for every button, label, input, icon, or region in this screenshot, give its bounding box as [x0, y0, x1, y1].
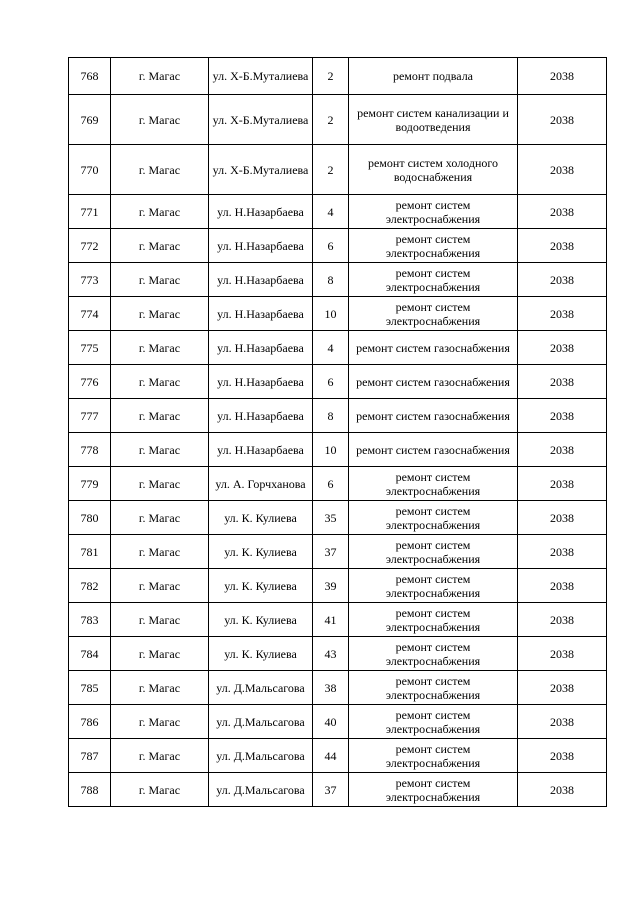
cell-city: г. Магас: [111, 365, 209, 399]
cell-street: ул. Н.Назарбаева: [209, 263, 313, 297]
cell-house-number: 8: [313, 263, 349, 297]
table-row: [69, 569, 607, 603]
cell-city: г. Магас: [111, 467, 209, 501]
cell-number: 776: [69, 365, 111, 399]
table-row: [69, 331, 607, 365]
cell-work-type: ремонт систем газоснабжения: [349, 331, 518, 365]
cell-city: г. Магас: [111, 603, 209, 637]
cell-number: 780: [69, 501, 111, 535]
cell-street: ул. Д.Мальсагова: [209, 705, 313, 739]
cell-work-type: ремонт систем электроснабжения: [349, 739, 518, 773]
cell-number: 785: [69, 671, 111, 705]
cell-city: г. Магас: [111, 145, 209, 195]
cell-year: 2038: [518, 95, 607, 145]
cell-work-type: ремонт систем электроснабжения: [349, 603, 518, 637]
cell-street: ул. Д.Мальсагова: [209, 671, 313, 705]
cell-year: 2038: [518, 297, 607, 331]
cell-city: г. Магас: [111, 433, 209, 467]
cell-house-number: 6: [313, 365, 349, 399]
table-row: [69, 58, 607, 95]
cell-year: 2038: [518, 773, 607, 807]
cell-work-type: ремонт систем электроснабжения: [349, 671, 518, 705]
cell-number: 783: [69, 603, 111, 637]
cell-number: 779: [69, 467, 111, 501]
cell-number: 786: [69, 705, 111, 739]
cell-city: г. Магас: [111, 95, 209, 145]
cell-number: 777: [69, 399, 111, 433]
table-row: [69, 773, 607, 807]
cell-house-number: 8: [313, 399, 349, 433]
cell-year: 2038: [518, 195, 607, 229]
table-row: [69, 671, 607, 705]
cell-street: ул. Н.Назарбаева: [209, 433, 313, 467]
cell-house-number: 44: [313, 739, 349, 773]
cell-street: ул. Н.Назарбаева: [209, 297, 313, 331]
cell-city: г. Магас: [111, 399, 209, 433]
cell-number: 787: [69, 739, 111, 773]
cell-house-number: 10: [313, 433, 349, 467]
cell-number: 772: [69, 229, 111, 263]
cell-street: ул. К. Кулиева: [209, 569, 313, 603]
cell-street: ул. Д.Мальсагова: [209, 773, 313, 807]
cell-work-type: ремонт систем электроснабжения: [349, 195, 518, 229]
cell-year: 2038: [518, 58, 607, 95]
cell-street: ул. Х-Б.Муталиева: [209, 95, 313, 145]
table-row: [69, 501, 607, 535]
cell-city: г. Магас: [111, 297, 209, 331]
repair-schedule-table: [68, 57, 607, 807]
cell-work-type: ремонт систем канализации и водоотведения: [349, 95, 518, 145]
table-row: [69, 467, 607, 501]
cell-city: г. Магас: [111, 501, 209, 535]
cell-house-number: 38: [313, 671, 349, 705]
cell-street: ул. Н.Назарбаева: [209, 365, 313, 399]
cell-house-number: 35: [313, 501, 349, 535]
cell-number: 770: [69, 145, 111, 195]
cell-street: ул. К. Кулиева: [209, 535, 313, 569]
cell-house-number: 6: [313, 467, 349, 501]
cell-street: ул. К. Кулиева: [209, 603, 313, 637]
cell-street: ул. А. Горчханова: [209, 467, 313, 501]
cell-year: 2038: [518, 263, 607, 297]
cell-city: г. Магас: [111, 195, 209, 229]
cell-house-number: 37: [313, 535, 349, 569]
cell-number: 778: [69, 433, 111, 467]
cell-street: ул. Н.Назарбаева: [209, 229, 313, 263]
cell-work-type: ремонт систем электроснабжения: [349, 773, 518, 807]
cell-number: 771: [69, 195, 111, 229]
table-row: [69, 535, 607, 569]
cell-city: г. Магас: [111, 671, 209, 705]
cell-work-type: ремонт систем электроснабжения: [349, 467, 518, 501]
cell-house-number: 40: [313, 705, 349, 739]
cell-number: 781: [69, 535, 111, 569]
cell-year: 2038: [518, 331, 607, 365]
cell-house-number: 39: [313, 569, 349, 603]
cell-year: 2038: [518, 569, 607, 603]
table-row: [69, 95, 607, 145]
cell-year: 2038: [518, 705, 607, 739]
cell-year: 2038: [518, 739, 607, 773]
table-row: [69, 705, 607, 739]
table-row: [69, 145, 607, 195]
cell-work-type: ремонт систем газоснабжения: [349, 433, 518, 467]
cell-city: г. Магас: [111, 229, 209, 263]
cell-work-type: ремонт систем электроснабжения: [349, 705, 518, 739]
cell-house-number: 6: [313, 229, 349, 263]
cell-house-number: 2: [313, 145, 349, 195]
cell-work-type: ремонт систем газоснабжения: [349, 399, 518, 433]
cell-number: 773: [69, 263, 111, 297]
cell-city: г. Магас: [111, 705, 209, 739]
cell-city: г. Магас: [111, 569, 209, 603]
cell-house-number: 41: [313, 603, 349, 637]
cell-work-type: ремонт систем электроснабжения: [349, 569, 518, 603]
cell-work-type: ремонт систем электроснабжения: [349, 297, 518, 331]
cell-year: 2038: [518, 637, 607, 671]
table-body: [69, 58, 607, 807]
table-row: [69, 263, 607, 297]
cell-work-type: ремонт систем холодного водоснабжения: [349, 145, 518, 195]
cell-street: ул. Н.Назарбаева: [209, 331, 313, 365]
cell-work-type: ремонт систем электроснабжения: [349, 637, 518, 671]
cell-year: 2038: [518, 467, 607, 501]
table-row: [69, 399, 607, 433]
cell-year: 2038: [518, 365, 607, 399]
cell-number: 768: [69, 58, 111, 95]
cell-year: 2038: [518, 501, 607, 535]
cell-number: 774: [69, 297, 111, 331]
table-row: [69, 365, 607, 399]
cell-city: г. Магас: [111, 739, 209, 773]
table-row: [69, 433, 607, 467]
cell-street: ул. Н.Назарбаева: [209, 399, 313, 433]
table-row: [69, 195, 607, 229]
cell-year: 2038: [518, 603, 607, 637]
cell-street: ул. Д.Мальсагова: [209, 739, 313, 773]
cell-number: 769: [69, 95, 111, 145]
cell-house-number: 4: [313, 331, 349, 365]
cell-year: 2038: [518, 145, 607, 195]
cell-street: ул. Н.Назарбаева: [209, 195, 313, 229]
table-row: [69, 229, 607, 263]
cell-year: 2038: [518, 229, 607, 263]
cell-city: г. Магас: [111, 773, 209, 807]
cell-house-number: 2: [313, 95, 349, 145]
cell-city: г. Магас: [111, 263, 209, 297]
cell-number: 788: [69, 773, 111, 807]
cell-house-number: 4: [313, 195, 349, 229]
cell-number: 775: [69, 331, 111, 365]
cell-work-type: ремонт систем электроснабжения: [349, 501, 518, 535]
table-row: [69, 739, 607, 773]
cell-street: ул. К. Кулиева: [209, 501, 313, 535]
cell-year: 2038: [518, 671, 607, 705]
cell-year: 2038: [518, 399, 607, 433]
cell-street: ул. К. Кулиева: [209, 637, 313, 671]
table-row: [69, 297, 607, 331]
cell-number: 784: [69, 637, 111, 671]
table-row: [69, 603, 607, 637]
cell-work-type: ремонт систем электроснабжения: [349, 535, 518, 569]
cell-street: ул. Х-Б.Муталиева: [209, 58, 313, 95]
cell-city: г. Магас: [111, 535, 209, 569]
table-row: [69, 637, 607, 671]
cell-work-type: ремонт систем электроснабжения: [349, 263, 518, 297]
cell-house-number: 10: [313, 297, 349, 331]
cell-city: г. Магас: [111, 58, 209, 95]
cell-city: г. Магас: [111, 637, 209, 671]
cell-house-number: 43: [313, 637, 349, 671]
cell-house-number: 37: [313, 773, 349, 807]
cell-street: ул. Х-Б.Муталиева: [209, 145, 313, 195]
cell-work-type: ремонт систем газоснабжения: [349, 365, 518, 399]
cell-house-number: 2: [313, 58, 349, 95]
cell-city: г. Магас: [111, 331, 209, 365]
cell-work-type: ремонт подвала: [349, 58, 518, 95]
cell-number: 782: [69, 569, 111, 603]
cell-work-type: ремонт систем электроснабжения: [349, 229, 518, 263]
cell-year: 2038: [518, 535, 607, 569]
cell-year: 2038: [518, 433, 607, 467]
